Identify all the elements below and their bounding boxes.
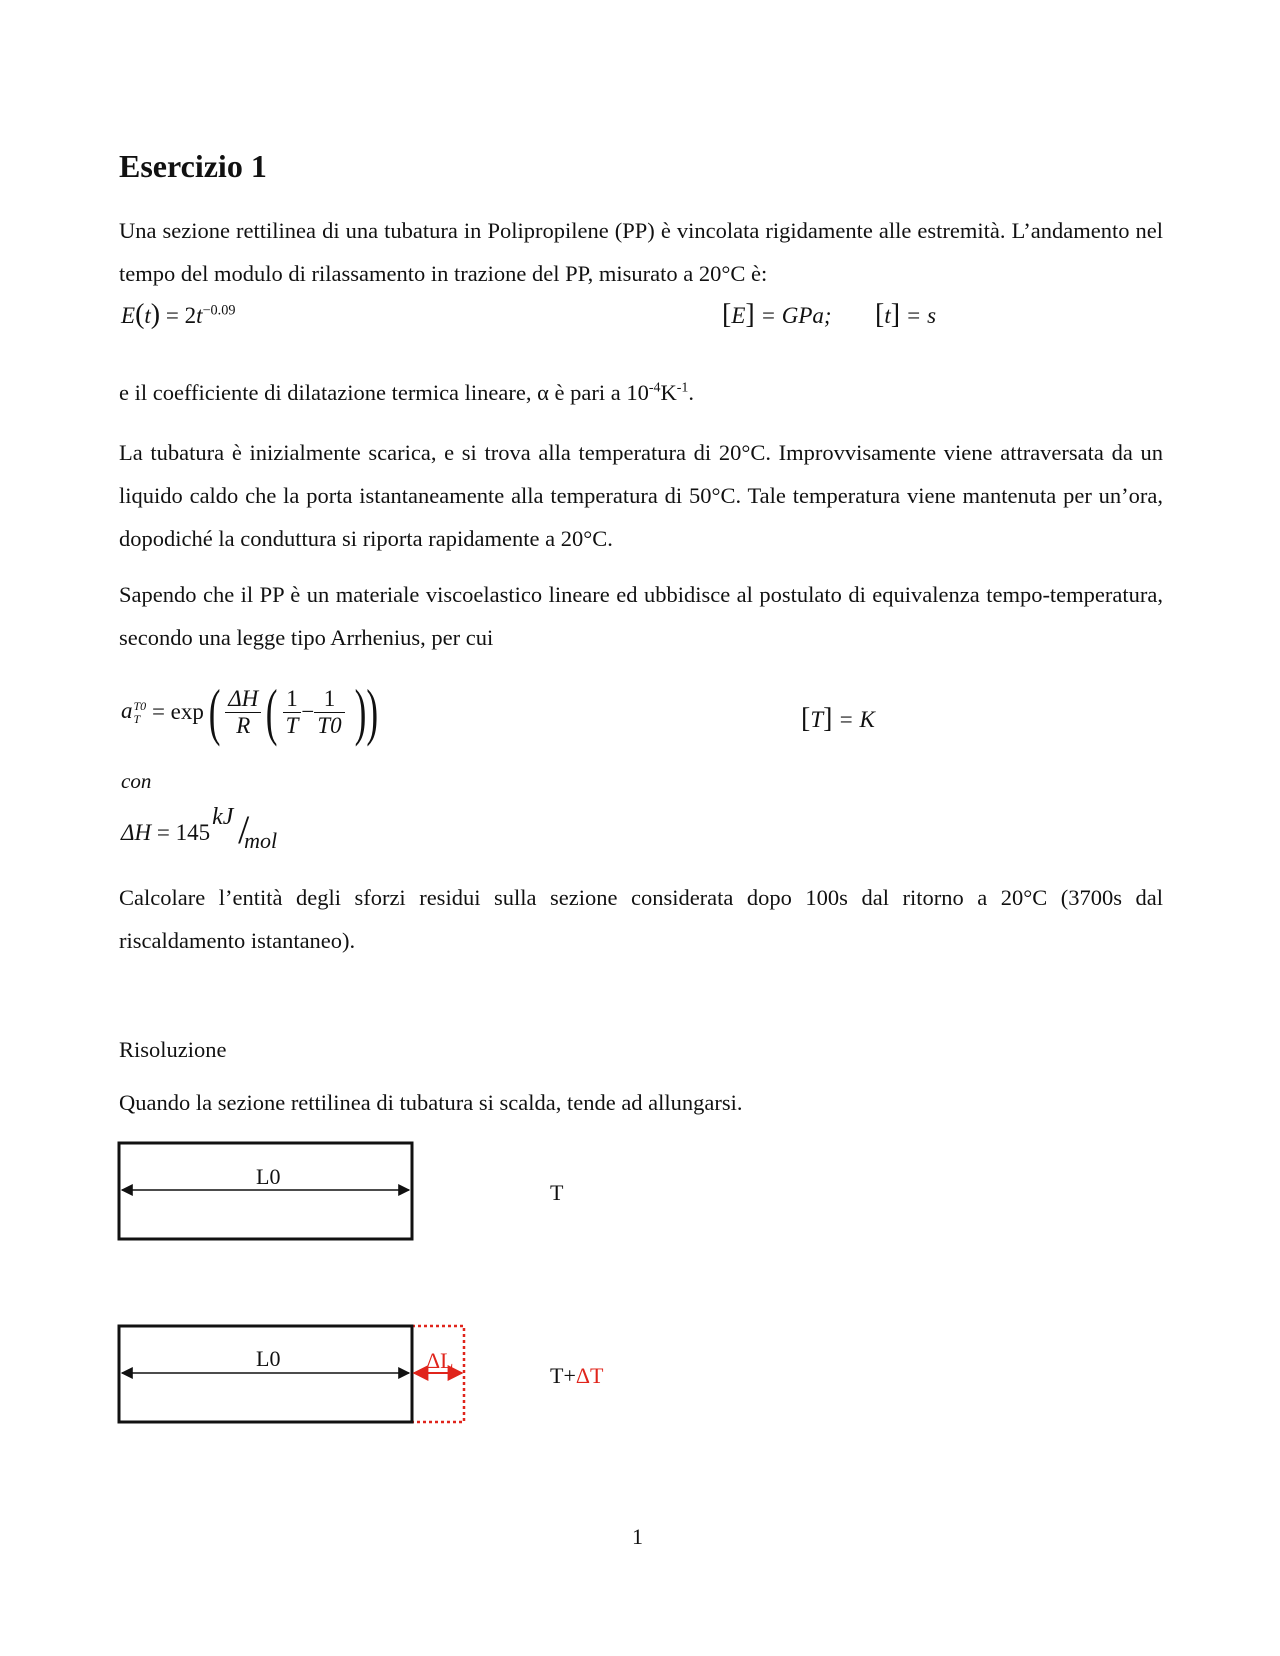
pipe-outline	[119, 1326, 412, 1422]
pipe-diagram-initial	[110, 1140, 430, 1250]
page-number: 1	[632, 1524, 643, 1549]
scenario-paragraph: La tubatura è inizialmente scarica, e si trova alla temperatura di 20°C. Improvvisamente viene attraversata da un liquido caldo che la porta istantaneamente alla temperatura di 50°C. Tale temperatura viene mantenuta per un’ora, dopodiché la conduttura si riporta rapidamente a 20°C.	[119, 440, 1163, 551]
length-label-initial: L0	[256, 1164, 281, 1189]
arrhenius-paragraph: Sapendo che il PP è un materiale viscoelastico lineare ed ubbidisce al postulato di equivalenza tempo-temperatura, secondo una legge tipo Arrhenius, per cui	[119, 582, 1163, 650]
modulus-unit: [E] = GPa;	[722, 299, 832, 330]
delta-length-label: ΔL	[426, 1348, 454, 1373]
pipe-outline	[119, 1143, 412, 1239]
section-heading: Risoluzione	[119, 1037, 227, 1062]
solution-intro: Quando la sezione rettilinea di tubatura si scalda, tende ad allungarsi.	[119, 1090, 743, 1115]
con-label: con	[121, 769, 152, 793]
task-paragraph: Calcolare l’entità degli sforzi residui sulla sezione considerata dopo 100s dal ritorno a 20°C (3700s dal riscaldamento istantaneo).	[119, 885, 1163, 953]
length-label-heated: L0	[256, 1346, 281, 1371]
time-unit: [t] = s	[875, 299, 937, 330]
thermal-expansion-line: e il coefficiente di dilatazione termica lineare, α è pari a $10^{-4}K^{-1}$.	[119, 380, 694, 405]
temperature-unit: [T] = K	[801, 703, 875, 734]
temperature-label-heated: T+ΔT	[550, 1363, 604, 1388]
temperature-label-initial: T	[550, 1180, 564, 1205]
arrhenius-equation: a T0 T = exp( $\frac{\Delta H}{R}$ ( $\frac{1}{T}$ − $\frac{1}{T0}$ ))	[121, 676, 378, 747]
problem-statement: Una sezione rettilinea di una tubatura in Polipropilene (PP) è vincolata rigidamente alle estremità. L’andamento nel tempo del modulo di rilassamento in trazione del PP, misurato a 20°C è:	[119, 218, 1163, 286]
pipe-diagram-heated	[110, 1323, 480, 1433]
relaxation-modulus-equation: $E(t) = 2t^{-0.09}$	[121, 299, 236, 330]
exercise-title: Esercizio 1	[119, 148, 267, 184]
enthalpy-equation: ΔH = 145 kJ / mol	[121, 804, 278, 853]
